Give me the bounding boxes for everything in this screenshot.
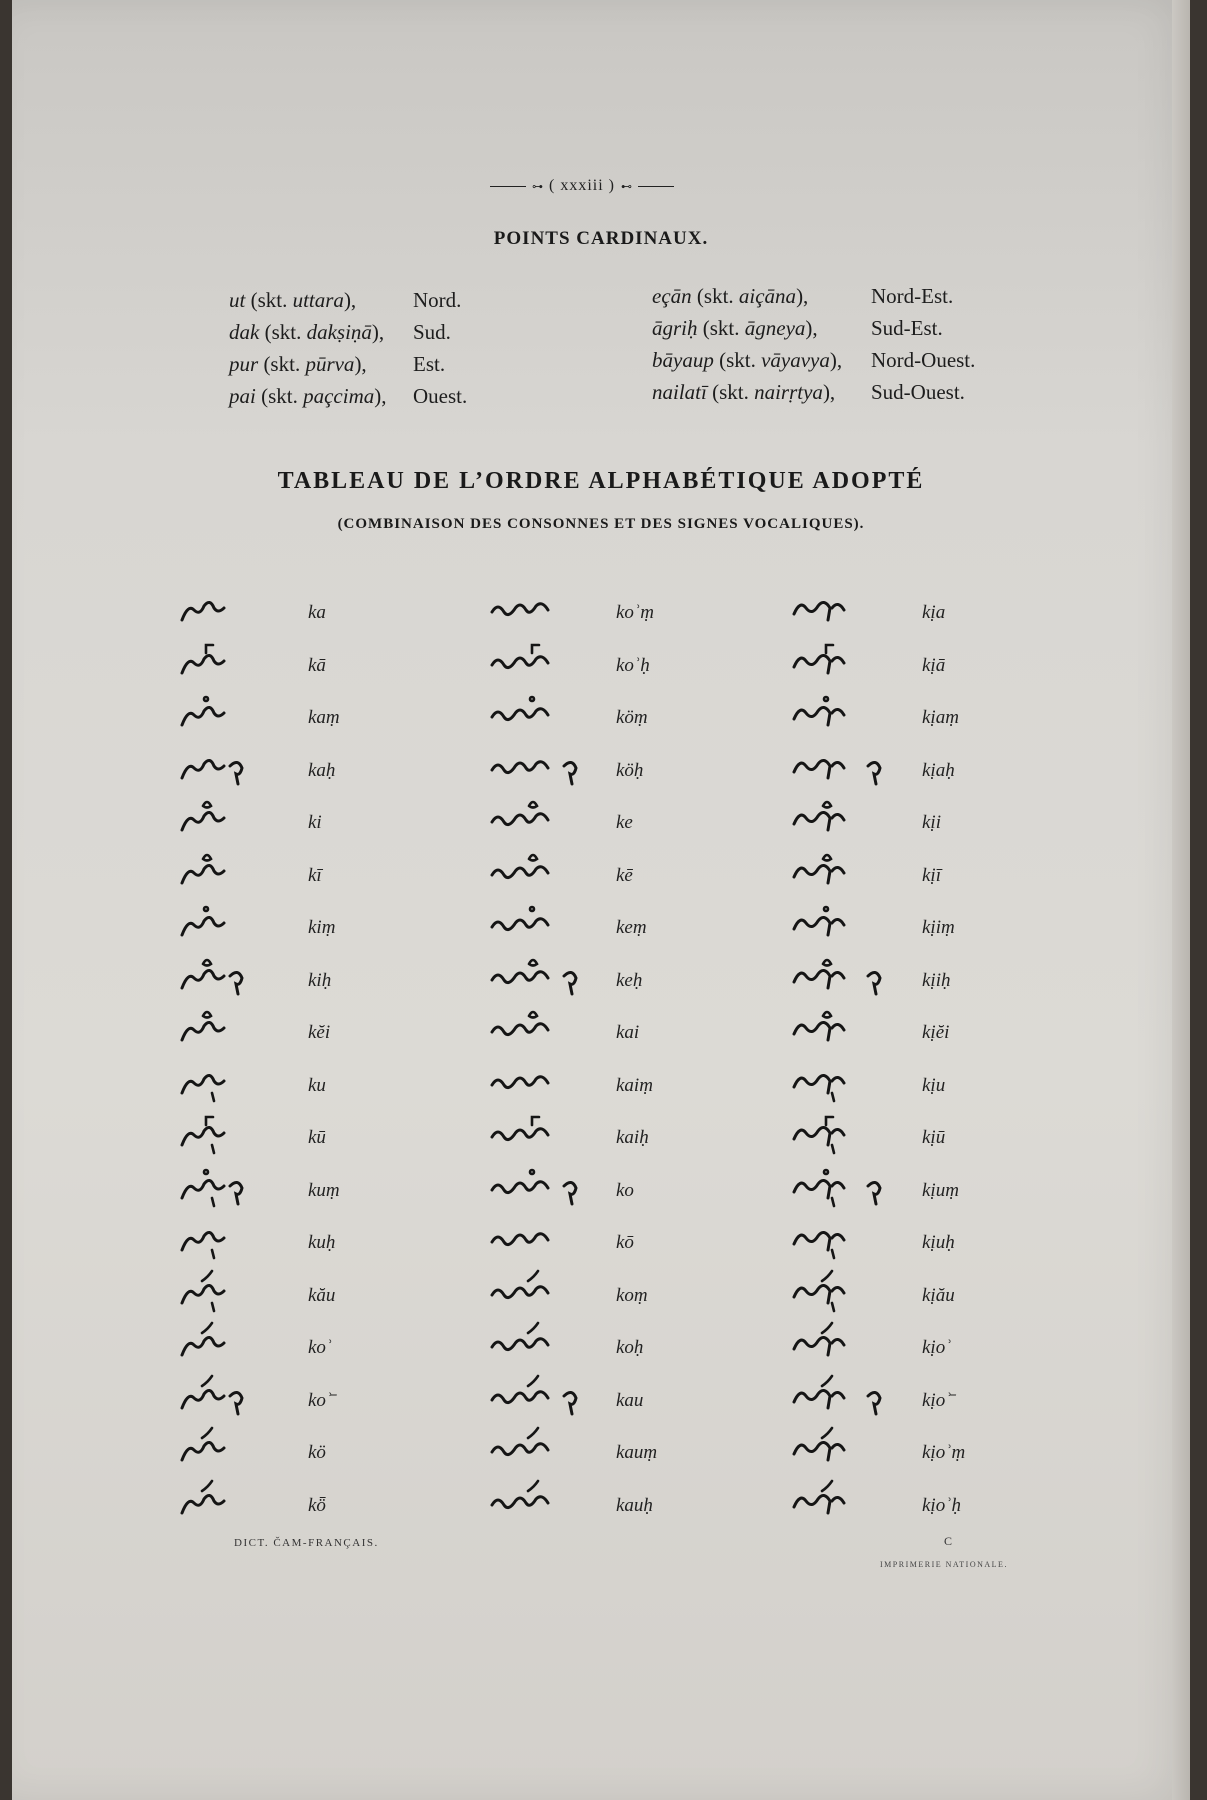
cardinal-row <box>229 284 467 316</box>
transliteration: köḥ <box>616 759 644 781</box>
transliteration: kī <box>308 864 322 886</box>
cham-word: eçān <box>652 284 692 308</box>
transliteration: ke <box>616 812 633 833</box>
cham-word: nailatī <box>652 380 707 404</box>
book-page <box>12 0 1190 1800</box>
cardinal-term <box>652 344 871 376</box>
cardinal-term <box>229 380 413 412</box>
cham-glyph-icon <box>180 1216 236 1262</box>
transliteration: kịaḥ <box>922 759 955 781</box>
points-cardinaux-title: POINTS CARDINAUX. <box>493 228 709 249</box>
cham-word: bāyaup <box>652 348 714 372</box>
printer-imprint: IMPRIMERIE NATIONALE. <box>880 1560 1008 1569</box>
transliteration: kịoʾṃ <box>922 1442 966 1463</box>
cardinal-term <box>229 316 413 348</box>
transliteration: kịa <box>922 602 946 623</box>
transliteration: kịiḥ <box>922 969 951 991</box>
cham-glyph-icon <box>180 691 236 737</box>
sanskrit-word: vāyavya <box>761 348 830 372</box>
transliteration: kĕi <box>308 1022 331 1043</box>
sanskrit-word: nairṛtya <box>754 380 823 404</box>
transliteration: kauḥ <box>616 1494 653 1516</box>
ornament-right-icon: ⊷ <box>621 179 632 193</box>
transliteration: ka <box>308 602 326 623</box>
cham-glyph-icon <box>792 586 874 632</box>
cardinal-row <box>652 344 975 376</box>
cham-glyph-icon <box>488 849 570 895</box>
skt-prefix: (skt. <box>706 380 755 404</box>
transliteration: kö <box>308 1442 326 1463</box>
skt-prefix: (skt. <box>255 384 304 408</box>
skt-prefix: (skt. <box>258 352 306 376</box>
cham-glyph-icon <box>180 586 236 632</box>
paren-close: ), <box>343 288 357 312</box>
transliteration: kịuḥ <box>922 1232 955 1253</box>
cham-glyph-icon <box>792 1321 874 1367</box>
header-rule-right <box>638 186 674 187</box>
table-subtitle: (COMBINAISON DES CONSONNES ET DES SIGNES VOCALIQUES). <box>337 516 865 532</box>
skt-prefix: (skt. <box>259 320 307 344</box>
transliteration: ko <box>616 1179 634 1201</box>
transliteration: kịū <box>922 1127 946 1148</box>
ornament-left-icon: ⊶ <box>532 179 543 193</box>
transliteration: kuḥ <box>308 1232 336 1253</box>
transliteration: kịĕi <box>922 1022 950 1043</box>
skt-prefix: (skt. <box>245 288 293 312</box>
cardinal-term <box>652 376 871 408</box>
cham-glyph-icon <box>792 744 886 790</box>
transliteration: kē <box>616 864 633 886</box>
transliteration: kiḥ <box>308 969 332 991</box>
cham-glyph-icon <box>488 744 582 790</box>
paren-close: ), <box>374 384 387 408</box>
sanskrit-word: aiçāna <box>738 284 797 308</box>
cham-glyph-icon <box>180 901 236 947</box>
cham-glyph-icon <box>180 1426 236 1472</box>
cham-glyph-icon <box>488 639 570 685</box>
transliteration: kā <box>308 654 326 676</box>
cham-glyph-icon <box>792 639 874 685</box>
cham-glyph-icon <box>488 1006 570 1052</box>
cham-glyph-icon <box>792 796 874 842</box>
cham-glyph-icon <box>488 1374 582 1420</box>
transliteration: kai <box>616 1022 640 1043</box>
table-title: TABLEAU DE L’ORDRE ALPHABÉTIQUE ADOPTÉ <box>277 468 925 494</box>
cardinal-term <box>652 280 871 312</box>
cham-glyph-icon <box>180 1111 236 1157</box>
cardinal-row <box>652 280 975 312</box>
transliteration: kō <box>616 1232 634 1253</box>
transliteration: kịău <box>922 1284 955 1306</box>
transliteration: kịiṃ <box>922 917 955 938</box>
transliteration: kiṃ <box>308 917 336 938</box>
transliteration: kịī <box>922 864 941 886</box>
header-rule-left <box>490 186 526 187</box>
transliteration: kuṃ <box>308 1179 340 1201</box>
cardinal-term <box>229 348 413 380</box>
page-header <box>482 176 682 196</box>
cham-glyph-icon <box>792 1269 874 1315</box>
cham-glyph-icon <box>180 744 248 790</box>
sanskrit-word: āgneya <box>744 316 806 340</box>
sanskrit-word: uttara <box>292 288 344 312</box>
cardinal-row <box>652 312 975 344</box>
cardinal-term <box>229 284 413 316</box>
cham-glyph-icon <box>792 1374 886 1420</box>
transliteration: keṃ <box>616 917 647 938</box>
paren-close: ), <box>354 352 367 376</box>
cham-glyph-icon <box>488 586 570 632</box>
cham-glyph-icon <box>180 1059 236 1105</box>
transliteration: koʾ <box>308 1337 333 1358</box>
cham-word: ut <box>229 288 246 312</box>
signature-mark: C <box>944 1534 953 1548</box>
transliteration: kịi <box>922 812 941 833</box>
page-number: ( xxxiii ) <box>549 177 615 194</box>
sanskrit-word: pūrva <box>305 352 355 376</box>
paren-close: ), <box>822 380 836 404</box>
skt-prefix: (skt. <box>713 348 762 372</box>
cham-glyph-icon <box>488 1426 570 1472</box>
cham-glyph-icon <box>180 1321 236 1367</box>
transliteration: ku <box>308 1074 326 1096</box>
cham-word: pur <box>229 352 259 376</box>
transliteration: kū <box>308 1127 326 1148</box>
sanskrit-word: dakṣiṇā <box>306 320 372 344</box>
cham-glyph-icon <box>488 1269 570 1315</box>
cham-word: dak <box>229 320 260 344</box>
cham-glyph-icon <box>488 1164 582 1210</box>
cham-glyph-icon <box>180 1374 248 1420</box>
transliteration: kịaṃ <box>922 707 959 728</box>
cardinal-meaning: Sud. <box>413 320 451 344</box>
cardinal-meaning: Nord. <box>413 288 462 312</box>
cham-glyph-icon <box>488 1321 570 1367</box>
transliteration: kau <box>616 1389 644 1411</box>
cham-glyph-icon <box>488 1216 570 1262</box>
cham-glyph-icon <box>488 1059 570 1105</box>
transliteration: kịu <box>922 1074 946 1096</box>
transliteration: köṃ <box>616 707 648 728</box>
cardinal-meaning: Nord-Ouest. <box>871 348 976 372</box>
transliteration: koʾḥ <box>616 654 650 676</box>
cham-glyph-icon <box>180 954 248 1000</box>
transliteration: keḥ <box>616 969 643 991</box>
transliteration: kaḥ <box>308 759 336 781</box>
cham-glyph-icon <box>792 691 874 737</box>
transliteration: kaṃ <box>308 707 340 728</box>
cham-glyph-icon <box>792 849 874 895</box>
cardinal-term <box>652 312 871 344</box>
cham-word: pai <box>229 384 256 408</box>
cardinal-row <box>229 348 467 380</box>
transliteration: kịoʾḥ <box>922 1494 962 1516</box>
cham-glyph-icon <box>792 1006 874 1052</box>
sanskrit-word: paçcima <box>303 384 375 408</box>
cham-glyph-icon <box>488 1479 570 1525</box>
cham-glyph-icon <box>792 1479 874 1525</box>
cham-glyph-icon <box>488 796 570 842</box>
transliteration: kaiṃ <box>616 1074 653 1096</box>
cham-word: āgriḥ <box>652 316 698 340</box>
page-edge <box>1172 0 1190 1800</box>
cham-glyph-icon <box>792 954 886 1000</box>
cardinal-meaning: Est. <box>413 352 446 376</box>
cham-glyph-icon <box>180 849 236 895</box>
cardinal-row <box>229 316 467 348</box>
cardinal-row <box>229 380 467 412</box>
cham-glyph-icon <box>792 901 874 947</box>
cham-glyph-icon <box>180 1269 236 1315</box>
cardinal-meaning: Sud-Est. <box>871 316 943 340</box>
transliteration: kȫ <box>308 1494 326 1516</box>
cardinal-list-left <box>229 284 467 412</box>
transliteration: koʾ̄ <box>308 1389 333 1411</box>
transliteration: kịoʾ̄ <box>922 1389 952 1411</box>
transliteration: kaiḥ <box>616 1127 649 1148</box>
transliteration: kịuṃ <box>922 1179 959 1201</box>
cham-glyph-icon <box>488 954 582 1000</box>
paren-close: ), <box>371 320 385 344</box>
cham-glyph-icon <box>488 901 570 947</box>
cardinal-row <box>652 376 975 408</box>
cham-glyph-icon <box>180 1164 248 1210</box>
cardinal-meaning: Sud-Ouest. <box>871 380 965 404</box>
paren-close: ), <box>796 284 809 308</box>
transliteration: kịoʾ <box>922 1337 952 1358</box>
transliteration: koḥ <box>616 1337 644 1358</box>
cardinal-meaning: Ouest. <box>413 384 468 408</box>
cham-glyph-icon <box>180 1479 236 1525</box>
cardinal-meaning: Nord-Est. <box>871 284 954 308</box>
cham-glyph-icon <box>180 1006 236 1052</box>
cham-glyph-icon <box>792 1426 874 1472</box>
transliteration: ki <box>308 812 322 833</box>
paren-close: ), <box>805 316 818 340</box>
cham-glyph-icon <box>180 796 236 842</box>
footer-title: DICT. ČAM-FRANÇAIS. <box>234 1537 379 1549</box>
cham-glyph-icon <box>180 639 236 685</box>
cham-glyph-icon <box>792 1216 874 1262</box>
transliteration: kịā <box>922 654 946 676</box>
paren-close: ), <box>829 348 843 372</box>
transliteration: kău <box>308 1284 336 1306</box>
transliteration: kauṃ <box>616 1442 658 1463</box>
cham-glyph-icon <box>792 1164 886 1210</box>
cardinal-list-right <box>652 280 975 408</box>
skt-prefix: (skt. <box>697 316 745 340</box>
transliteration: koʾṃ <box>616 602 654 623</box>
cham-glyph-icon <box>488 691 570 737</box>
transliteration: koṃ <box>616 1284 648 1306</box>
cham-glyph-icon <box>488 1111 570 1157</box>
skt-prefix: (skt. <box>691 284 739 308</box>
cham-glyph-icon <box>792 1059 874 1105</box>
cham-glyph-icon <box>792 1111 874 1157</box>
